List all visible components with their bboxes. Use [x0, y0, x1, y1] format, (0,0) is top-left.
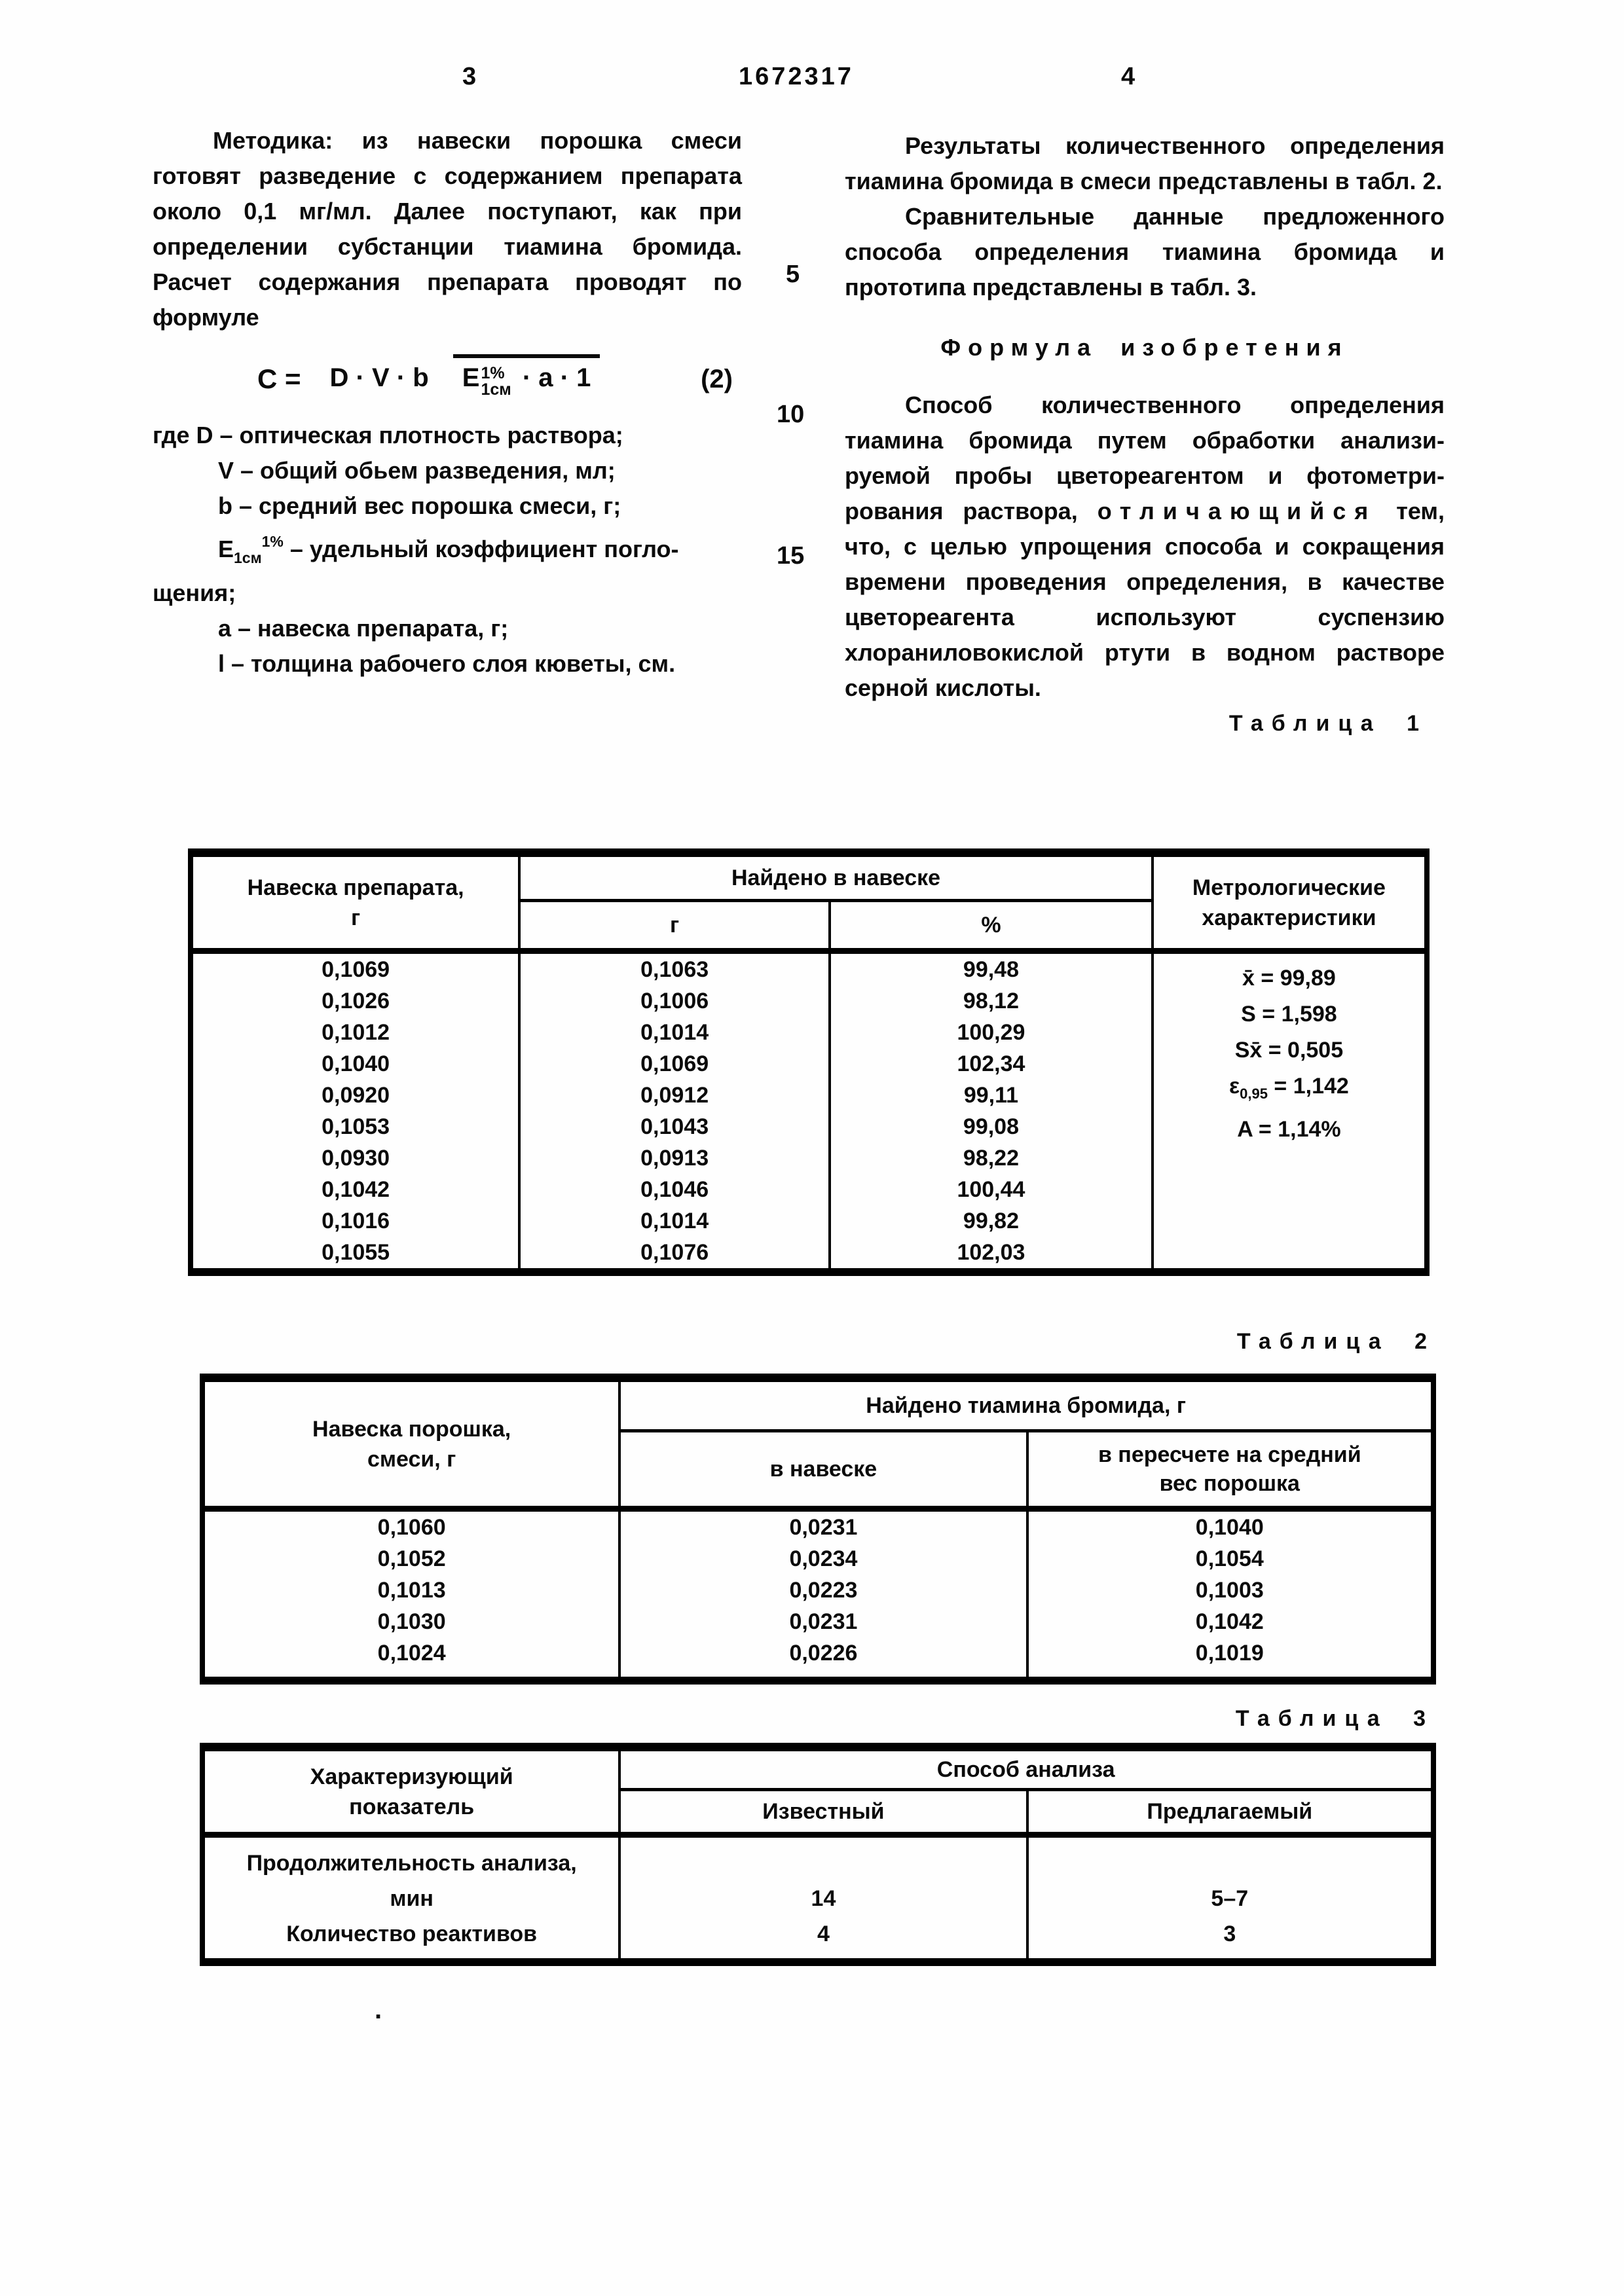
definition-E-wrap: щения;: [153, 579, 236, 606]
cell: 0,1069: [322, 957, 390, 982]
e-coefficient-symbol: E: [462, 363, 480, 392]
cell: 98,22: [830, 1142, 1153, 1174]
definition-V: V – общий обьем разведения, мл;: [218, 457, 616, 484]
table1: [188, 848, 1430, 1276]
table2-subheader-recalc-line2: вес порошка: [1159, 1471, 1300, 1496]
line-number-15: 15: [777, 542, 805, 570]
duration-proposed-value: 5–7: [1027, 1835, 1433, 1917]
table2-group-header: Найдено тиамина бромида, г: [619, 1378, 1433, 1431]
table-row: [202, 1606, 1433, 1637]
table-row: [202, 1835, 1433, 1917]
cell: 0,1055: [322, 1240, 390, 1265]
claims-heading: Формула изобретения: [940, 334, 1349, 361]
metro-s: S = 1,598: [1241, 1002, 1337, 1027]
table-row: [202, 1916, 1433, 1962]
duration-label: [202, 1835, 619, 1917]
cell: 0,0231: [619, 1509, 1027, 1544]
definition-E-text: – удельный коэффициент погло-: [283, 536, 679, 562]
cell: 0,0913: [519, 1142, 830, 1174]
table1-metro-header-line2: характеристики: [1202, 905, 1376, 930]
table2: [200, 1374, 1436, 1685]
table-row: [202, 1637, 1433, 1681]
table-row: [191, 951, 1427, 986]
table-row: [202, 1543, 1433, 1575]
metro-epsilon: [1154, 1068, 1424, 1112]
symbol-definitions: [153, 418, 742, 682]
table1-subheader-pct: %: [830, 901, 1153, 951]
cell: 0,1042: [322, 1177, 390, 1202]
table1-label: Таблица 1: [1228, 711, 1428, 736]
metro-a: A = 1,14%: [1237, 1117, 1341, 1142]
duration-label-line1: Продолжительность анализа,: [246, 1851, 577, 1876]
table1-col1-header: [191, 853, 519, 951]
cell: 0,0231: [619, 1606, 1027, 1637]
cell: 0,1012: [322, 1020, 390, 1045]
definition-a: а – навеска препарата, г;: [218, 615, 509, 642]
line-number-10: 10: [777, 401, 805, 428]
e-symbol-superscript: 1%: [261, 533, 284, 550]
page-number-left: 3: [462, 63, 477, 90]
right-column: [845, 128, 1445, 706]
reagents-proposed-value: 3: [1027, 1916, 1433, 1962]
cell: 0,0912: [519, 1080, 830, 1111]
cell: 0,1076: [519, 1237, 830, 1272]
table3-col1-header-line2: показатель: [349, 1794, 475, 1819]
claim-paragraph: [845, 388, 1445, 706]
cell: 0,1019: [1027, 1637, 1433, 1681]
duration-known-value: 14: [619, 1835, 1027, 1917]
definition-l: l – толщина рабочего слоя кюветы, см.: [218, 650, 676, 677]
table-row: [202, 1575, 1433, 1606]
table3-label: Таблица 3: [1235, 1706, 1434, 1731]
table1-col1-header-line1: Навеска препарата,: [247, 875, 464, 900]
cell: 102,34: [830, 1048, 1153, 1080]
cell: 0,0920: [322, 1083, 390, 1108]
epsilon-value: = 1,142: [1267, 1074, 1349, 1099]
metro-sx: Sx̄ = 0,505: [1234, 1038, 1344, 1063]
formula-numerator: D · V · b: [329, 363, 429, 392]
table3-col1-header: [202, 1747, 619, 1835]
reagents-label: Количество реактивов: [286, 1922, 538, 1946]
ink-dot: .: [375, 1995, 382, 2024]
formula-2: [153, 363, 742, 399]
cell: 0,1024: [377, 1641, 446, 1666]
table3-group-header: Способ анализа: [619, 1747, 1433, 1790]
e-subscript: 1см: [481, 380, 511, 399]
cell: 0,1052: [377, 1546, 446, 1571]
cell: 0,1006: [519, 985, 830, 1017]
claim-text-2: тем, что, с целью упрощения способа и сокращения времени проведения определения, в качестве цветореагента используют суспензию хлораниловокислой ртути в водном растворе серной кислоты.: [845, 498, 1445, 701]
epsilon-symbol: ε: [1229, 1074, 1240, 1099]
formula-lhs: C =: [257, 363, 301, 394]
metro-mean: x̄ = 99,89: [1242, 966, 1336, 991]
left-column: [153, 123, 742, 682]
cell: 100,29: [830, 1017, 1153, 1048]
cell: 0,1040: [322, 1051, 390, 1076]
claim-text-1: Способ количественного определения тиамина бромида путем обработки анализируемой пробы цветореагентом и фотометрирования раствора,: [845, 392, 1445, 524]
method-paragraph: Методика: из навески порошка смеси готовят разведение с содержанием препарата около 0,1 мг/мл. Далее поступают, как при определении субстанции тиамина бромида. Расчет содержания препарата проводят по формуле: [153, 127, 742, 331]
claim-emphasized-word: отличающийся: [1097, 498, 1377, 524]
cell: 0,1040: [1027, 1509, 1433, 1544]
e-superscript: 1%: [481, 364, 505, 382]
e-symbol: E: [218, 536, 234, 562]
cell: 99,11: [830, 1080, 1153, 1111]
e-symbol-subscript: 1см: [234, 549, 262, 566]
formula-fraction: [313, 363, 600, 399]
cell: 0,1014: [519, 1017, 830, 1048]
table3-col1-header-line1: Характеризующий: [310, 1764, 513, 1789]
cell: 0,1054: [1027, 1543, 1433, 1575]
table2-label: Таблица 2: [1236, 1329, 1435, 1354]
table3: [200, 1743, 1436, 1966]
cell: 0,1026: [322, 989, 390, 1013]
cell: 0,0226: [619, 1637, 1027, 1681]
table2-subheader-recalc-line1: в пересчете на средний: [1098, 1442, 1361, 1467]
table2-subheader-naveska: в навеске: [619, 1431, 1027, 1509]
table2-col1-header-line2: смеси, г: [367, 1446, 456, 1472]
definition-D: где D – оптическая плотность раствора;: [153, 422, 623, 448]
patent-number: 1672317: [739, 63, 854, 90]
cell: 0,1014: [519, 1205, 830, 1237]
cell: 0,1030: [377, 1609, 446, 1634]
cell: 0,1013: [377, 1578, 446, 1603]
formula-denominator: [453, 354, 600, 399]
table1-col1-header-line2: г: [351, 905, 361, 930]
cell: 0,0930: [322, 1146, 390, 1171]
results-paragraph: Результаты количественного определения тиамина бромида в смеси представлены в табл. 2.: [845, 132, 1445, 194]
table2-col1-header-line1: Навеска порошка,: [312, 1416, 511, 1442]
definition-b: b – средний вес порошка смеси, г;: [218, 492, 621, 519]
cell: 99,08: [830, 1111, 1153, 1142]
cell: 0,1016: [322, 1209, 390, 1233]
table-row: [202, 1509, 1433, 1544]
table1-metro-header-line1: Метрологические: [1192, 875, 1386, 900]
cell: 0,1060: [377, 1515, 446, 1540]
duration-label-line2: мин: [390, 1886, 434, 1911]
cell: 100,44: [830, 1174, 1153, 1205]
cell: 98,12: [830, 985, 1153, 1017]
e-coefficient-scripts: [481, 365, 511, 398]
table2-col1-header: [202, 1378, 619, 1509]
cell: 0,0223: [619, 1575, 1027, 1606]
cell: 0,1046: [519, 1174, 830, 1205]
table3-subheader-proposed: Предлагаемый: [1027, 1790, 1433, 1835]
cell: 0,1043: [519, 1111, 830, 1142]
table1-metro-header: [1153, 853, 1427, 951]
reagents-known-value: 4: [619, 1916, 1027, 1962]
table2-subheader-recalc: [1027, 1431, 1433, 1509]
cell: 102,03: [830, 1237, 1153, 1272]
cell: 0,1003: [1027, 1575, 1433, 1606]
cell: 99,82: [830, 1205, 1153, 1237]
table1-subheader-g: г: [519, 901, 830, 951]
epsilon-subscript: 0,95: [1240, 1085, 1268, 1102]
comparison-paragraph: Сравнительные данные предложенного способа определения тиамина бромида и прототипа представлены в табл. 3.: [845, 203, 1445, 301]
cell: 99,48: [830, 951, 1153, 986]
cell: 0,1042: [1027, 1606, 1433, 1637]
denominator-rest: · а · 1: [515, 363, 591, 392]
table1-metro-values: [1153, 951, 1427, 1273]
cell: 0,1053: [322, 1114, 390, 1139]
equation-number: (2): [701, 364, 733, 393]
cell: 0,0234: [619, 1543, 1027, 1575]
line-number-5: 5: [786, 261, 800, 288]
definition-E: [153, 524, 742, 575]
cell: 0,1063: [519, 951, 830, 986]
cell: 0,1069: [519, 1048, 830, 1080]
table1-group-header: Найдено в навеске: [519, 853, 1153, 901]
table3-subheader-known: Известный: [619, 1790, 1027, 1835]
page-number-right: 4: [1121, 63, 1135, 90]
